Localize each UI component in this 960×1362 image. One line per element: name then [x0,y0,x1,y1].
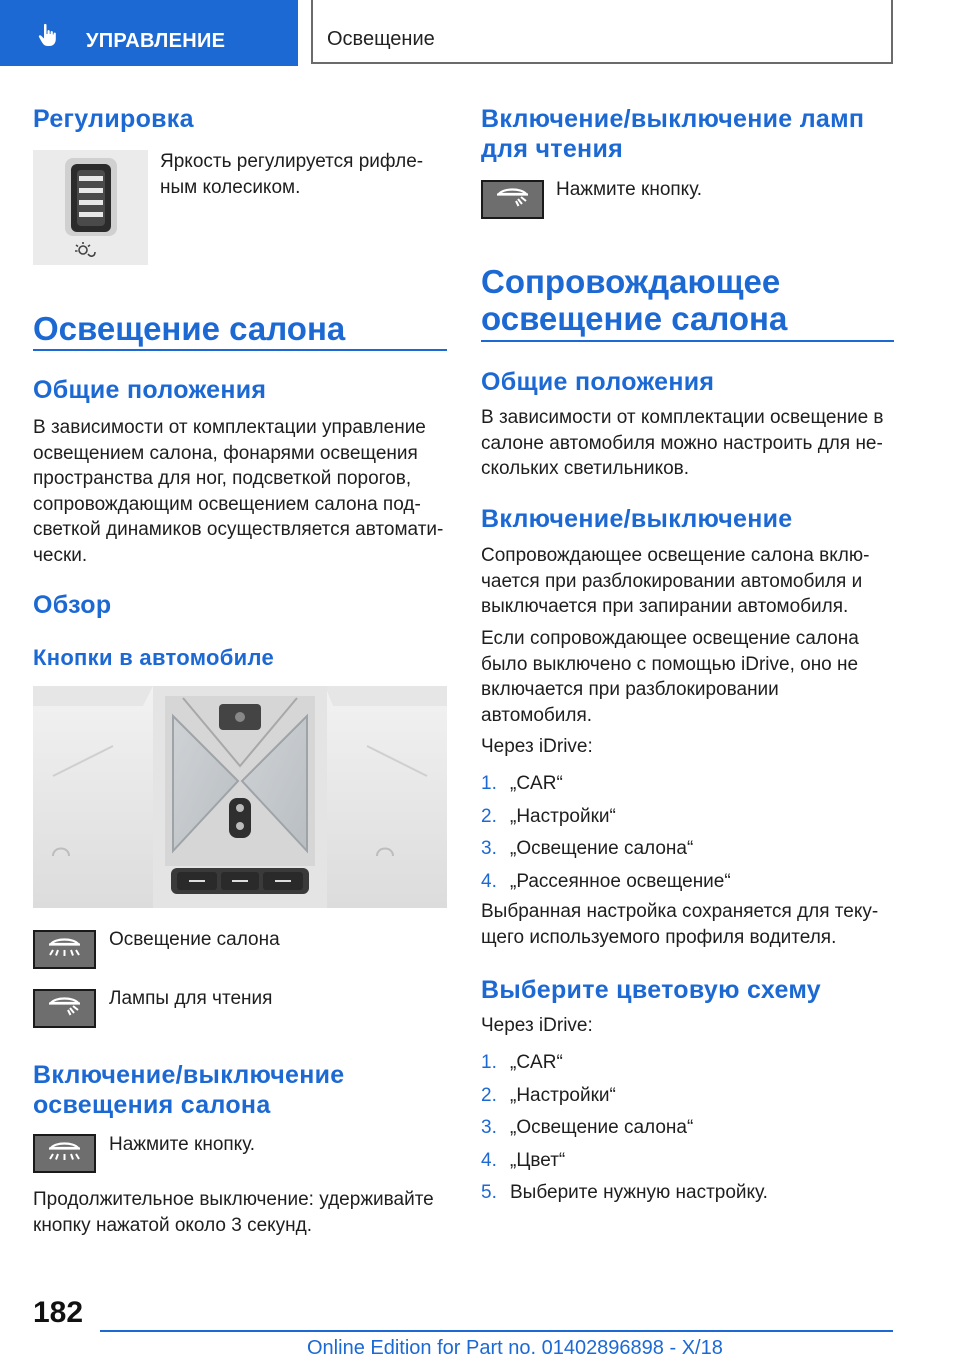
long-press-text-2: кнопку нажатой около 3 секунд. [33,1214,313,1236]
regulation-text-1: Яркость регулируется рифле- [160,151,424,172]
footer-rule [100,1330,893,1332]
list-item: 5. Выберите нужную настройку. [481,1182,768,1203]
buttons-in-car-heading: Кнопки в автомобиле [33,645,274,670]
reading-onoff-heading-2: для чтения [481,135,624,163]
general-heading-right: Общие положения [481,368,715,396]
section-tab [0,0,298,66]
legend-reading-label: Лампы для чтения [109,988,273,1009]
press-button-text-right: Нажмите кнопку. [556,179,703,200]
list-item: 1. „CAR“ [481,1052,563,1073]
dimmer-wheel-image [33,150,148,265]
long-press-text-1: Продолжительное выключение: удерживайте [33,1189,434,1210]
regulation-text-2: ным колесиком. [160,177,301,198]
interior-onoff-heading-1: Включение/выключение [33,1061,345,1089]
chapter-title: Освещение [327,28,435,50]
section-divider-right [481,340,894,342]
interior-light-button-2[interactable] [33,1134,96,1173]
legend-interior-label: Освещение салона [109,929,280,950]
list-item: 2. „Настройки“ [481,1084,616,1106]
press-button-text-left: Нажмите кнопку. [109,1134,256,1155]
escort-heading-1: Сопровождающее [481,263,781,300]
list-item: 3. „Освещение салона“ [481,1117,694,1138]
via-idrive-label-2: Через iDrive: [481,1015,593,1036]
list-item: 4. „Цвет“ [481,1149,566,1171]
interior-light-button[interactable] [33,930,96,969]
idrive-steps-list-1 [481,771,891,901]
color-scheme-heading: Выберите цветовую схему [481,976,821,1004]
interior-lighting-heading: Освещение салона [33,310,346,347]
interior-light-icon [35,1136,94,1171]
escort-heading-2: освещение салона [481,300,788,337]
list-item: 4. „Рассеянное освещение“ [481,870,731,892]
via-idrive-label: Через iDrive: [481,736,593,757]
reading-light-icon [483,182,542,217]
page-number: 182 [33,1296,84,1329]
reading-onoff-heading-1: Включение/выключение ламп [481,105,865,133]
footer-edition: Online Edition for Part no. 01402896898 - X/18 [307,1337,723,1359]
general-heading-left: Общие положения [33,376,267,404]
reading-light-button[interactable] [33,989,96,1028]
regulation-heading: Регулировка [33,105,194,133]
reading-light-button-2[interactable] [481,180,544,219]
reading-light-icon [35,991,94,1026]
section-title: УПРАВЛЕНИЕ [86,30,226,52]
chapter-box [311,0,893,64]
hand-pointer-icon [36,22,62,48]
overview-heading: Обзор [33,591,112,619]
overhead-console-image [33,686,447,908]
escort-onoff-heading: Включение/выключение [481,505,793,533]
section-divider [33,349,447,351]
list-item: 2. „Настройки“ [481,805,616,827]
idrive-steps-list-2 [481,1050,891,1213]
list-item: 3. „Освещение салона“ [481,838,694,859]
interior-light-icon [35,932,94,967]
interior-onoff-heading-2: освещения салона [33,1091,271,1119]
list-item: 1. „CAR“ [481,773,563,794]
